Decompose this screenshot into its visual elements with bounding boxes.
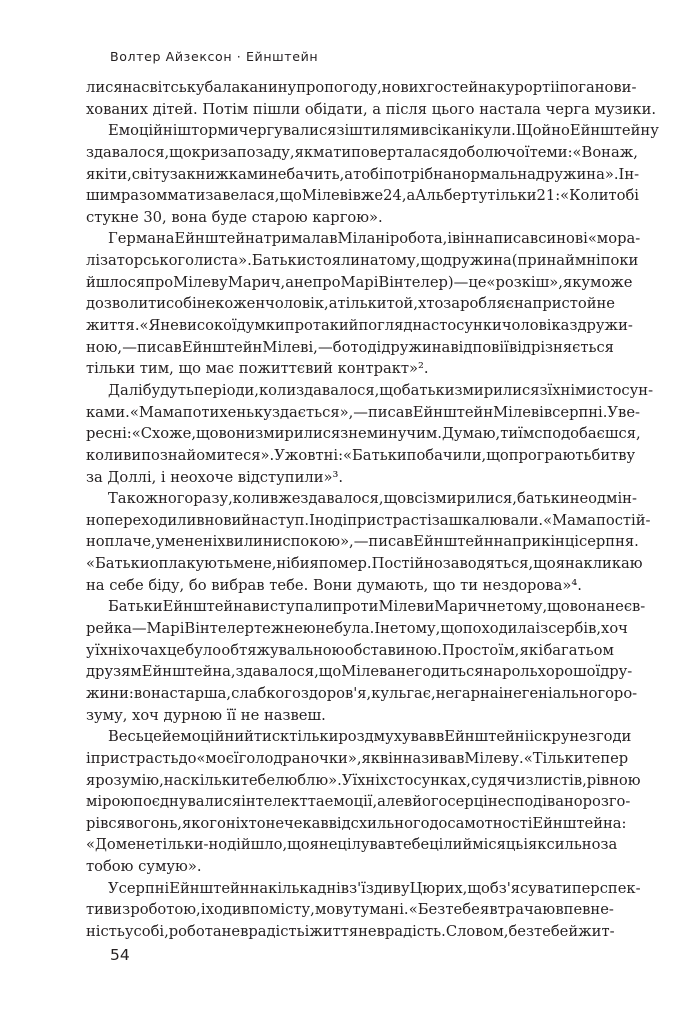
text-line: йшлося про Мілеву Марич, а не про Марі Вінтелер) — це «розкіш», яку може: [86, 273, 633, 291]
paragraph: [86, 120, 659, 228]
text-line: Та кожного разу, коли вже здавалося, що всі змирилися, батьки неодмін-: [108, 490, 637, 508]
paragraph: [86, 596, 646, 726]
text-line: дозволити собі не кожен чоловік, а тільки той, хто заробляє на пристойне: [86, 295, 615, 313]
text-line: но переходили в новий наступ. Іноді пристрасті зашкалювали. «Мама постій-: [86, 511, 651, 529]
page-number: 54: [110, 946, 130, 964]
text-line: рейка — Марі Вінтелер теж нею не була. І не тому, що походила із сербів, хоч: [86, 620, 628, 638]
running-head: Волтер Айзексон · Ейнштейн: [110, 49, 319, 64]
paragraph: [86, 77, 657, 120]
text-line: за Доллі, і неохоче відступили»³.: [86, 468, 344, 486]
text-line: шим разом мати завелася, що Мілеві вже 24, а Альберту тільки 21: «Коли тобі: [86, 187, 640, 205]
text-line: Далі будуть періоди, коли здавалося, що батьки змирилися з їхніми стосун-: [108, 381, 654, 399]
text-line: ність у собі, робота не в радість і життя не в радість. Словом, без тебе й жит-: [86, 922, 615, 940]
text-line: Батьки Ейнштейна виступали проти Мілеви Марич не тому, що вона не єв-: [108, 598, 646, 616]
text-line: мірою поєднувалися інтелект та емоції, але в його серці несподівано розго-: [86, 793, 631, 811]
text-line: тільки тим, що має пожиттєвий контракт»².: [86, 360, 429, 378]
text-line: у їхніх очах це було обтяжувальною обставиною. Просто їм, як і багатьом: [86, 641, 614, 659]
text-line: У серпні Ейнштейн на кілька днів з'їздив у Цюрих, щоб з'ясувати перспек-: [108, 879, 641, 897]
paragraph: [86, 380, 654, 488]
text-line: коли ви познайомитеся». У жовтні: «Батьки побачили, що програють битву: [86, 446, 636, 464]
text-line: «До мене тільки-но дійшло, що я не цілував тебе цілий місяць і як сильно за: [86, 836, 618, 854]
text-line: рівся вогонь, якого ніхто не чекав від схильного до самотності Ейнштейна:: [86, 814, 627, 832]
paragraph: [86, 488, 651, 596]
text-line: життя. «Я невисокої думки про такий погляд на стосунки чоловіка з дружи-: [86, 317, 633, 335]
text-line: друзям Ейнштейна, здавалося, що Мілева не годиться на роль хорошої дру-: [86, 663, 633, 681]
text-line: стукне 30, вона буде старою каргою».: [86, 208, 383, 226]
paragraph: [86, 726, 641, 877]
text-line: лізаторського листа». Батьки стояли на тому, що дружина (принаймні поки: [86, 252, 639, 270]
paragraph: [86, 878, 641, 943]
text-line: я розумію, наскільки тебе люблю». У їхніх стосунках, судячи з листів, рівною: [86, 771, 641, 789]
text-line: тобою сумую».: [86, 858, 202, 876]
text-line: жини: вона старша, слабкого здоров'я, кульгає, негарна і не геніального ро-: [86, 684, 638, 702]
paragraph: [86, 228, 641, 379]
text-line: ками. «Мама потихеньку здається», — писав Ейнштейн Мілеві в серпні. У ве-: [86, 403, 640, 421]
text-line: зуму, хоч дурною її не назвеш.: [86, 706, 326, 724]
text-line: на себе біду, бо вибрав тебе. Вони думають, що ти нездорова»⁴.: [86, 576, 582, 594]
text-line: Германа Ейнштейна тримала в Мілані робота, і він написав синові «мора-: [108, 230, 641, 248]
text-line: Емоційні шторми чергувалися зі штилями всі канікули. Щойно Ейнштейну: [108, 122, 659, 140]
text-line: лися на світську балаканину про погоду, нових гостей на курорті і погано ви-: [86, 79, 637, 96]
text-line: тиви з роботою, і ходив по місту, мов у тумані. «Без тебе я втрачаю впевне-: [86, 901, 614, 919]
text-line: здавалося, що криза позаду, як мати поверталася до болючої теми: «Вона ж,: [86, 143, 638, 161]
text-line: як і ти, світу за книжками не бачить, а тобі потрібна нормальна дружина». Ін-: [86, 165, 640, 183]
text-line: ною, — писав Ейнштейн Мілеві, — бо тоді дружина від повії відрізняється: [86, 338, 614, 356]
text-line: хованих дітей. Потім пішли обідати, а після цього настала черга музики.: [86, 100, 657, 118]
text-line: і пристрасть до «моєї голодраночки», як він називав Мілеву. «Тільки тепер: [86, 749, 629, 767]
text-line: Весь цей емоційний тиск тільки роздмухував в Ейнштейні іскру незгоди: [108, 728, 632, 746]
text-line: но плаче, у мене ні хвилини спокою», — писав Ейнштейн наприкінці серпня.: [86, 533, 639, 551]
text-line: ресні: «Схоже, що вони змирилися з неминучим. Думаю, ти їм сподобаєшся,: [86, 425, 641, 443]
text-line: «Батьки оплакують мене, ніби я помер. Постійно заводяться, що я накликаю: [86, 555, 643, 573]
body-text: [86, 77, 659, 943]
